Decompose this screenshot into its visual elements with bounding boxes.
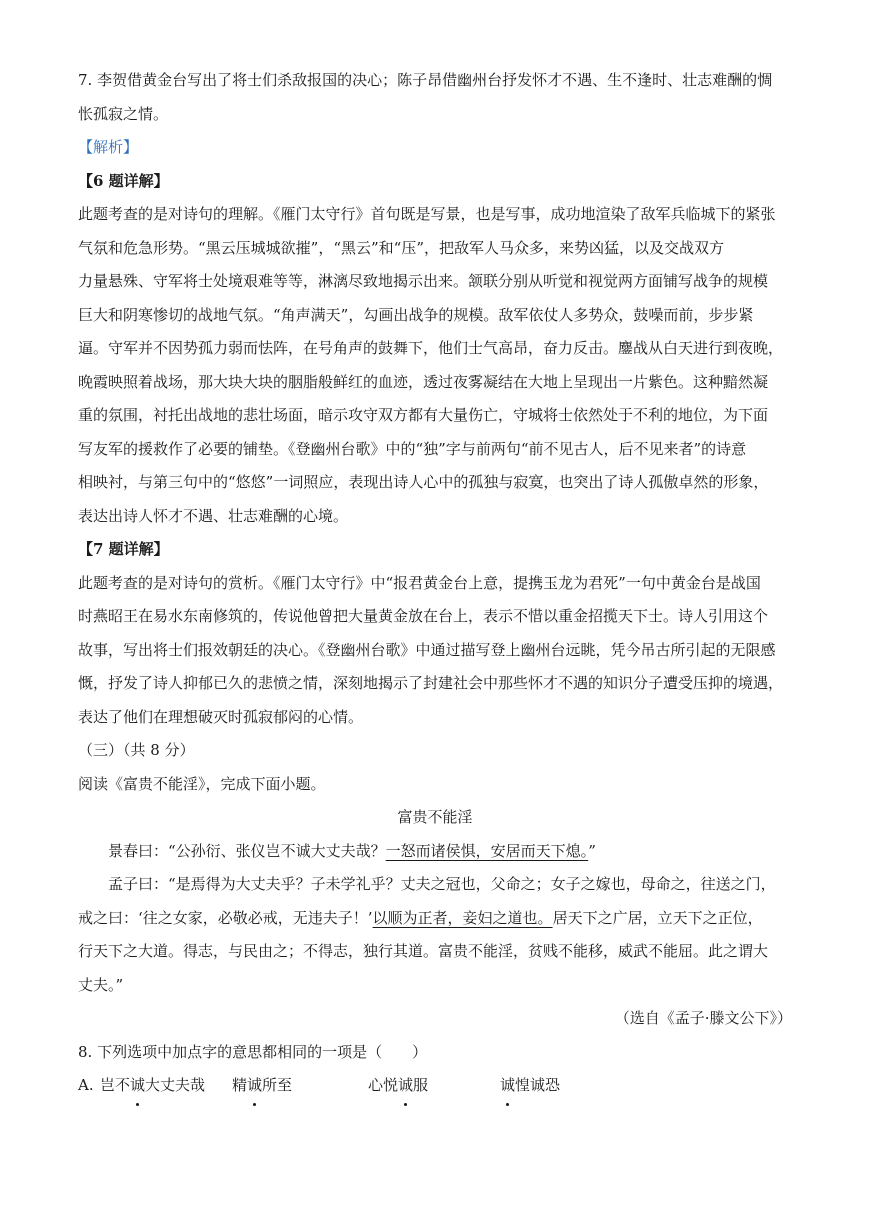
- word-part: 所至: [262, 1076, 293, 1094]
- q8-option-a: [78, 1069, 792, 1102]
- q7-answer-line1: 7. 李贺借黄金台写出了将士们杀敌报国的决心；陈子昂借幽州台抒发怀才不遇、生不逢时、壮志难酬的惆: [78, 71, 773, 89]
- word-part: 服: [413, 1076, 429, 1094]
- q7-detail-body: [78, 567, 792, 735]
- q6-line: 写友军的援救作了必要的铺垫。《登幽州台歌》中的“独”字与前两句“前不见古人，后不见来者”的诗意: [78, 439, 747, 458]
- dotted-char: 诚: [247, 1069, 262, 1102]
- q7-line: 表达了他们在理想破灭时孤寂郁闷的心情。: [78, 707, 364, 726]
- word-part: 岂不: [100, 1076, 131, 1094]
- q7-answer-line2: 怅孤寂之情。: [78, 104, 169, 123]
- passage-paragraph-2-cont: [78, 902, 792, 936]
- option-word-3: [368, 1069, 500, 1102]
- underlined-sentence: 一怒而诸侯惧，安居而天下熄。: [385, 841, 589, 860]
- q7-line: 时燕昭王在易水东南修筑的，传说他曾把大量黄金放在台上，表示不惜以重金招揽天下士。诗人引用这个: [78, 607, 769, 625]
- q6-line: 相映衬，与第三句中的“悠悠”一词照应，表现出诗人心中的孤独与寂寞，也突出了诗人孤傲卓然的形象，: [78, 473, 769, 491]
- dotted-char: 诚: [130, 1069, 145, 1102]
- passage-paragraph-2-cont: 行天下之大道。得志，与民由之；不得志，独行其道。富贵不能淫，贫贱不能移，威武不能屈。此之谓大: [78, 942, 769, 960]
- reading-instruction: 阅读《富贵不能淫》，完成下面小题。: [78, 774, 326, 793]
- q6-line: 气氛和危急形势。“黑云压城城欲摧”，“黑云”和“压”，把敌军人马众多，来势凶猛，以及交战双方: [78, 238, 725, 257]
- q6-line: 巨大和阴寒惨切的战地气氛。“角声满天”，勾画出战争的规模。敌军依仗人多势众，鼓噪而前，步步紧: [78, 305, 754, 324]
- dotted-char: 诚: [398, 1069, 413, 1102]
- passage-text: 景春曰：“公孙衍、张仪岂不诚大丈夫哉？: [108, 841, 386, 860]
- passage-text: 孟子曰：“是焉得为大丈夫乎？子未学礼乎？丈夫之冠也，父命之；女子之嫁也，母命之，往送之门，: [108, 875, 776, 893]
- passage-paragraph-2: [78, 868, 792, 902]
- q7-line: 此题考查的是对诗句的赏析。《雁门太守行》中“报君黄金台上意，提携玉龙为君死”一句中黄金台是战国: [78, 573, 761, 592]
- option-word-2: [232, 1069, 368, 1102]
- word-part: 心悦: [368, 1076, 399, 1094]
- q7-line: 慨，抒发了诗人抑郁已久的悲愤之情，深刻地揭示了封建社会中那些怀才不遇的知识分子遭受压抑的境遇，: [78, 674, 784, 692]
- option-word-4: [500, 1069, 560, 1102]
- q8-stem: 8. 下列选项中加点字的意思都相同的一项是（ ）: [78, 1042, 428, 1061]
- passage-paragraph-2-cont: 丈夫。”: [78, 975, 124, 994]
- q6-line: 重的氛围，衬托出战地的悲壮场面，暗示攻守双方都有大量伤亡，守城将士依然处于不利的地位，为下面: [78, 406, 769, 424]
- word-part: 惶诚恐: [515, 1076, 561, 1094]
- q6-detail-body: [78, 198, 792, 533]
- q6-line: 逼。守军并不因势孤力弱而怯阵，在号角声的鼓舞下，他们士气高昂，奋力反击。鏖战从白天进行到夜晚，: [78, 339, 784, 357]
- underlined-sentence: 以顺为正者，妾妇之道也。: [372, 908, 553, 927]
- q7-line: 故事，写出将士们报效朝廷的决心。《登幽州台歌》中通过描写登上幽州台远眺，凭今吊古所引起的无限感: [78, 640, 776, 659]
- q6-line: 表达出诗人怀才不遇、壮志难酬的心境。: [78, 506, 349, 525]
- passage-source: （选自《孟子·滕文公下》）: [614, 1009, 792, 1027]
- section-three-header: （三）（共 8 分）: [78, 741, 195, 759]
- word-part: 精: [232, 1076, 248, 1094]
- q7-detail-header: 【7 题详解】: [78, 540, 169, 558]
- passage-text: 戒之曰：‘往之女家，必敬必戒，无违夫子！’: [78, 908, 373, 927]
- passage-title: 富贵不能淫: [397, 808, 473, 826]
- option-label: A.: [78, 1076, 94, 1094]
- option-word-1: [100, 1069, 232, 1102]
- q6-line: 此题考查的是对诗句的理解。《雁门太守行》首句既是写景，也是写事，成功地渲染了敌军兵临城下的紧张: [78, 205, 776, 223]
- analysis-label: 【解析】: [78, 138, 139, 156]
- dotted-char: 诚: [500, 1069, 515, 1102]
- word-part: 大丈夫哉: [145, 1076, 206, 1094]
- passage-text: ”: [588, 841, 596, 860]
- q6-line: 晚霞映照着战场，那大块大块的胭脂般鲜红的血迹，透过夜雾凝结在大地上呈现出一片紫色。这种黯然凝: [78, 372, 769, 391]
- q6-detail-header: 【6 题详解】: [78, 171, 169, 190]
- passage-paragraph-1: [78, 835, 792, 869]
- document-page: [78, 64, 792, 1102]
- q6-line: 力量悬殊、守军将士处境艰难等等，淋漓尽致地揭示出来。颔联分别从听觉和视觉两方面铺写战争的规模: [78, 272, 769, 290]
- passage-text: 居天下之广居，立天下之正位，: [552, 908, 763, 927]
